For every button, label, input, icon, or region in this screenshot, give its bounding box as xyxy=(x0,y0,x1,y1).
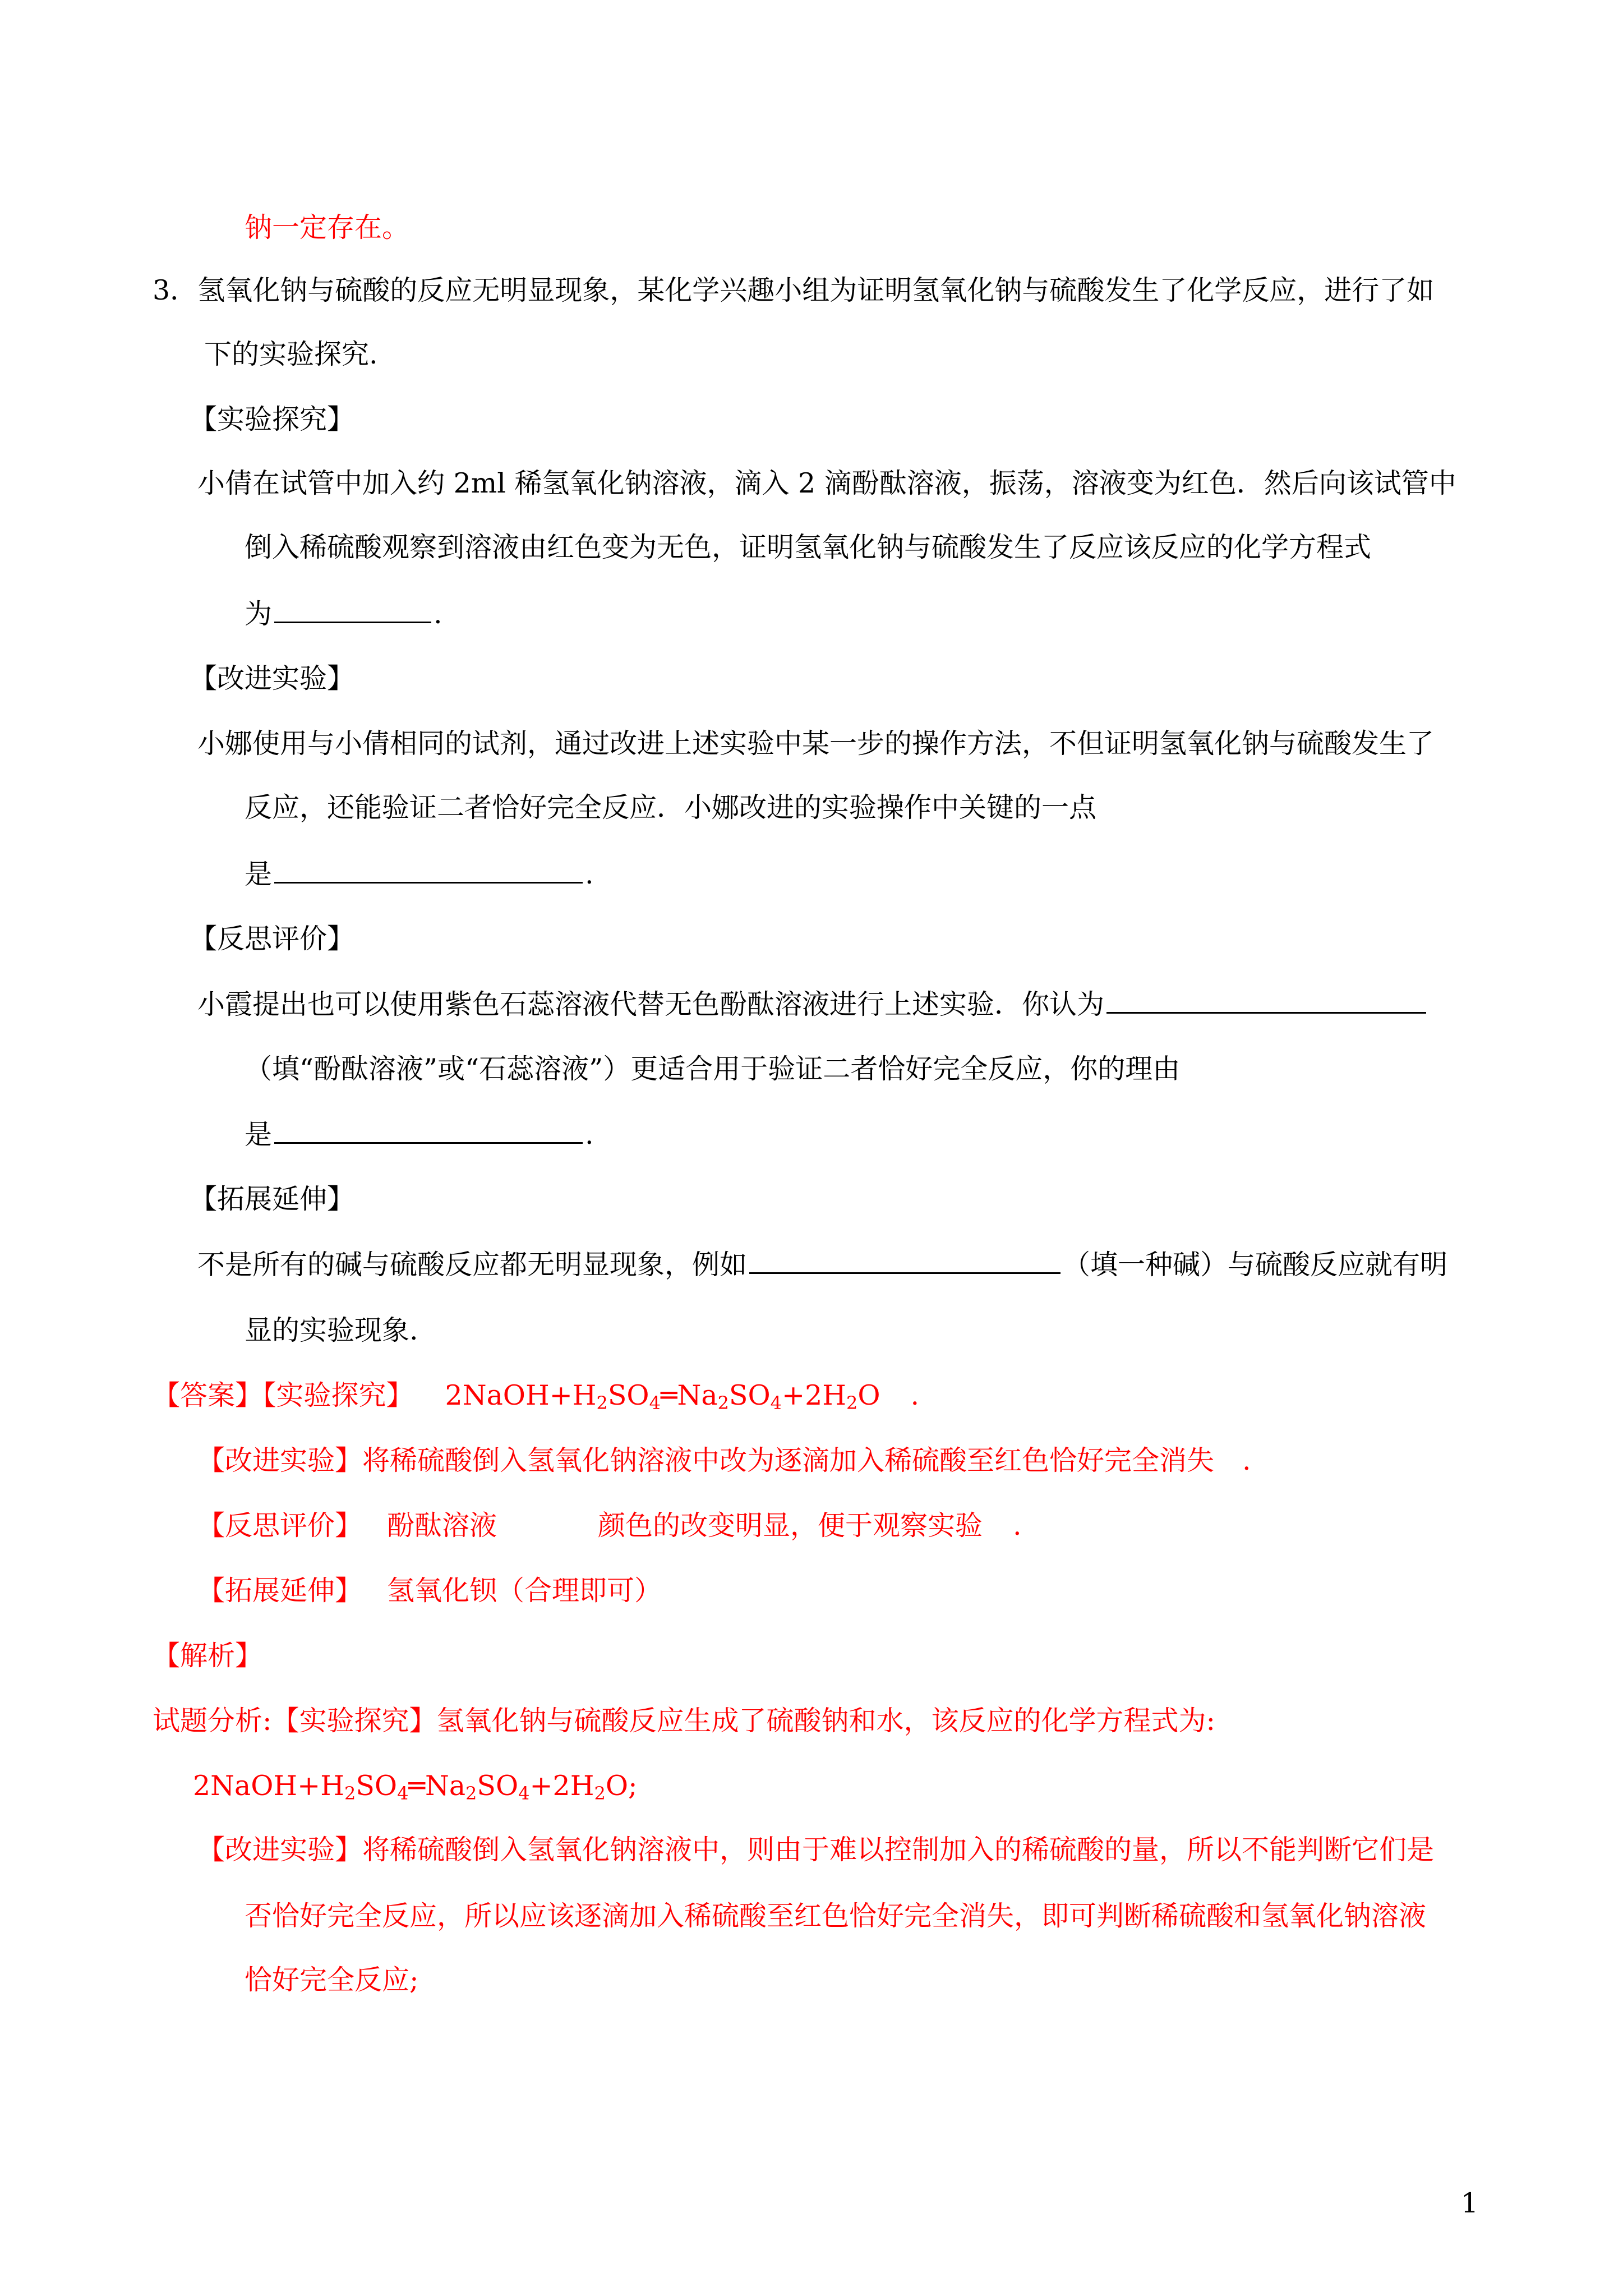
carry-over-text: 钠一定存在。 xyxy=(245,211,410,243)
answer-reflect-end: . xyxy=(1013,1510,1022,1542)
answer-reflect-reason: 颜色的改变明显，便于观察实验 xyxy=(598,1510,983,1542)
analysis-label: 【解析】 xyxy=(153,1640,263,1672)
answer-equation-end: . xyxy=(910,1379,920,1411)
question-intro-line2: 下的实验探究. xyxy=(204,338,378,370)
reflect-line3-prefix: 是 xyxy=(245,1119,273,1151)
answer-improve-label: 【改进实验】 xyxy=(197,1444,363,1476)
reflect-line3-suffix: . xyxy=(585,1119,594,1151)
reflect-line1-text: 小霞提出也可以使用紫色石蕊溶液代替无色酚酞溶液进行上述实验．你认为 xyxy=(197,988,1105,1020)
answer-line-reflect xyxy=(197,1509,1022,1543)
reflect-line3 xyxy=(245,1117,594,1152)
extend-line1 xyxy=(197,1248,1447,1282)
explore-line1: 小倩在试管中加入约 2ml 稀氢氧化钠溶液，滴入 2 滴酚酞溶液，振荡，溶液变为红色．然后向该试管中 xyxy=(197,467,1456,499)
reflect-heading: 【反思评价】 xyxy=(190,923,355,955)
reflect-line2: （填“酚酞溶液”或“石蕊溶液”）更适合用于验证二者恰好完全反应，你的理由 xyxy=(245,1053,1181,1085)
improve-line2: 反应，还能验证二者恰好完全反应．小娜改进的实验操作中关键的一点 xyxy=(245,792,1097,823)
improve-heading: 【改进实验】 xyxy=(190,662,355,694)
explore-line2: 倒入稀硫酸观察到溶液由红色变为无色，证明氢氧化钠与硫酸发生了反应该反应的化学方程式 xyxy=(245,531,1372,563)
improve-line3-suffix: . xyxy=(585,858,594,890)
reflect-reason-blank[interactable] xyxy=(274,1117,583,1144)
explore-line3-suffix: . xyxy=(434,598,442,630)
answer-reflect-label: 【反思评价】 xyxy=(197,1510,363,1542)
analysis-equation-line xyxy=(193,1769,638,1803)
reflect-line1 xyxy=(197,987,1428,1022)
answer-extend-text: 氢氧化钡（合理即可） xyxy=(387,1575,662,1607)
explore-line3-prefix: 为 xyxy=(245,598,273,630)
reflect-choice-blank[interactable] xyxy=(1106,987,1426,1014)
improve-answer-blank[interactable] xyxy=(274,857,583,884)
improve-line3-prefix: 是 xyxy=(245,858,273,890)
answer-explore-label: 【实验探究】 xyxy=(262,1379,414,1411)
answer-reflect-choice: 酚酞溶液 xyxy=(387,1510,497,1542)
answer-line-explore xyxy=(153,1379,919,1412)
explore-answer-blank[interactable] xyxy=(274,597,431,623)
analysis-improve-line3: 恰好完全反应; xyxy=(245,1964,419,1996)
extend-line2: 显的实验现象. xyxy=(245,1314,418,1346)
answer-line-extend xyxy=(197,1574,662,1608)
explore-line3 xyxy=(245,597,442,631)
analysis-equation-end: ; xyxy=(628,1770,638,1802)
question-intro-line1 xyxy=(153,274,1434,307)
answer-label: 【答案】 xyxy=(153,1379,263,1411)
answer-equation: $2NaOH+H_2SO_4═Na_2SO_4+2H_2O$ xyxy=(445,1379,880,1414)
extend-answer-blank[interactable] xyxy=(749,1248,1061,1274)
question-intro-text: 氢氧化钠与硫酸的反应无明显现象，某化学兴趣小组为证明氢氧化钠与硫酸发生了化学反应，进行了如 xyxy=(197,274,1435,306)
answer-improve-text: 将稀硫酸倒入氢氧化钠溶液中改为逐滴加入稀硫酸至红色恰好完全消失 xyxy=(362,1444,1215,1476)
extend-heading: 【拓展延伸】 xyxy=(190,1183,355,1215)
analysis-improve-line2: 否恰好完全反应，所以应该逐滴加入稀硫酸至红色恰好完全消失，即可判断稀硫酸和氢氧化钠溶液 xyxy=(245,1900,1427,1932)
extend-line1-suffix: （填一种碱）与硫酸反应就有明 xyxy=(1063,1249,1448,1281)
page-number: 1 xyxy=(1461,2187,1479,2219)
explore-heading: 【实验探究】 xyxy=(190,403,355,435)
answer-line-improve xyxy=(197,1444,1251,1478)
answer-extend-label: 【拓展延伸】 xyxy=(197,1575,363,1607)
analysis-improve-line1: 【改进实验】将稀硫酸倒入氢氧化钠溶液中，则由于难以控制加入的稀硫酸的量，所以不能判断它们是 xyxy=(197,1834,1435,1866)
improve-line3 xyxy=(245,857,594,891)
extend-line1-prefix: 不是所有的碱与硫酸反应都无明显现象，例如 xyxy=(197,1249,748,1281)
question-number: 3． xyxy=(153,274,198,306)
analysis-equation: $2NaOH+H_2SO_4═Na_2SO_4+2H_2O$ xyxy=(193,1770,628,1804)
answer-improve-end: . xyxy=(1242,1444,1251,1476)
analysis-line1: 试题分析:【实验探究】氢氧化钠与硫酸反应生成了硫酸钠和水，该反应的化学方程式为: xyxy=(153,1705,1216,1737)
improve-line1: 小娜使用与小倩相同的试剂，通过改进上述实验中某一步的操作方法，不但证明氢氧化钠与硫酸发生了 xyxy=(197,728,1435,760)
